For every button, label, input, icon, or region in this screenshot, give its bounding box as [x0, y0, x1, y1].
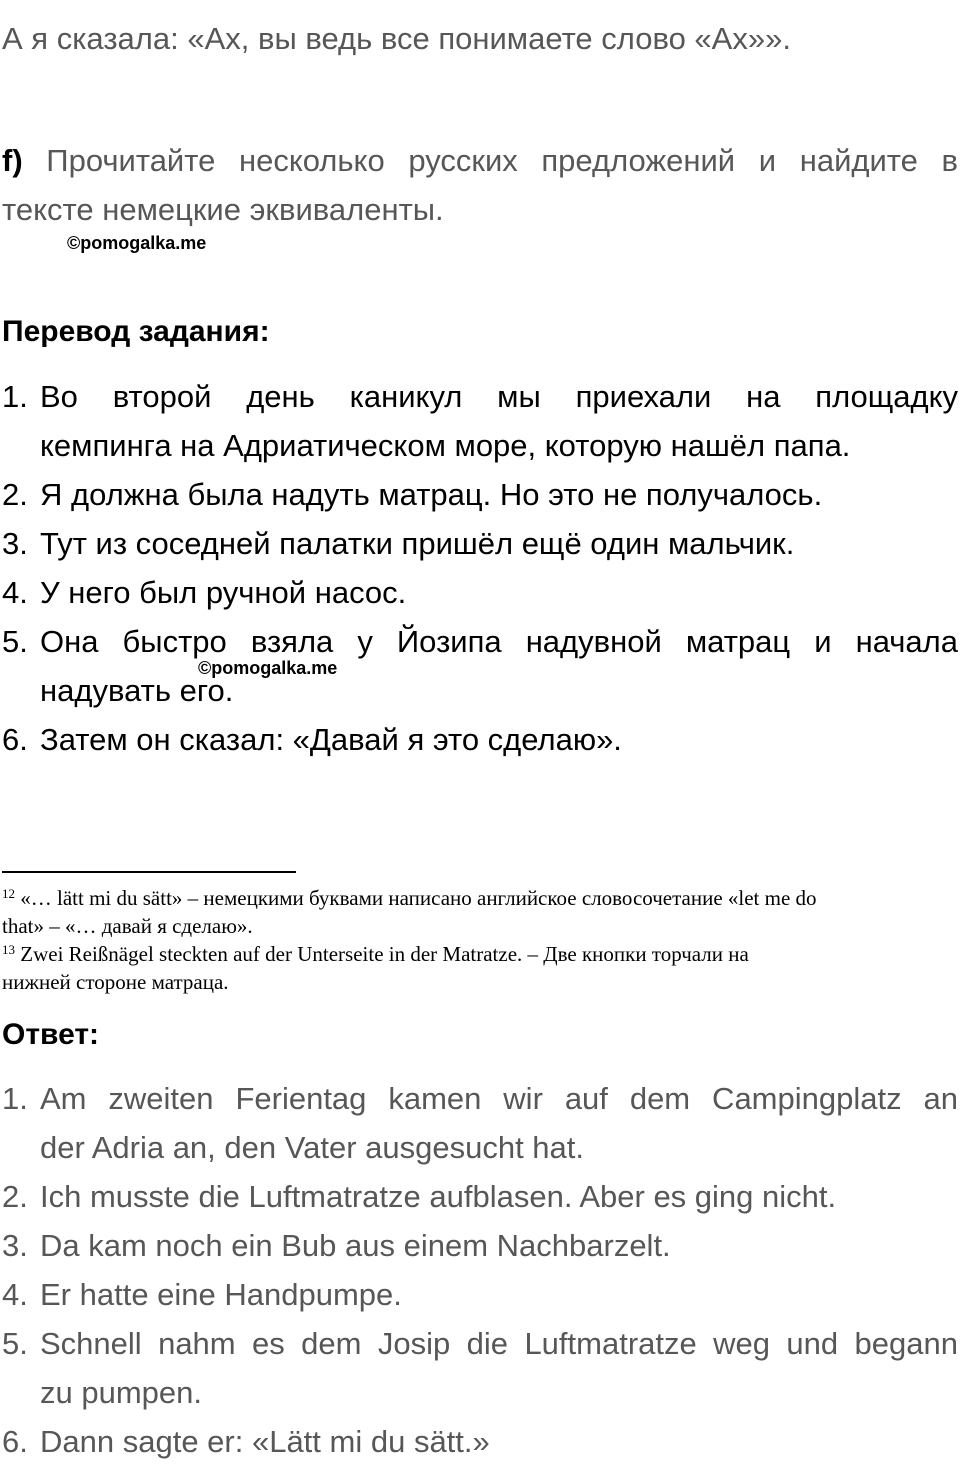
list-item-text: Во второй день каникул мы приехали на площадку	[40, 379, 958, 414]
list-item-text: Затем он сказал: «Давай я это сделаю».	[40, 722, 622, 757]
list-item-text-cont: zu pumpen.	[40, 1375, 202, 1410]
footnotes	[2, 884, 960, 996]
list-item-number: 4.	[2, 575, 28, 610]
task-text-line-1: Прочитайте несколько русских предложений и найдите в	[46, 143, 958, 178]
intro-line: А я сказала: «Ах, вы ведь все понимаете слово «Ах»».	[2, 21, 791, 56]
task-block	[2, 136, 958, 234]
footnote-divider	[2, 871, 296, 873]
list-item-number: 3.	[2, 526, 28, 561]
list-item-number: 6.	[2, 722, 28, 757]
list-item-number: 1.	[2, 379, 28, 414]
list-item-text-cont: надувать его.	[40, 673, 234, 708]
list-item-text-cont: der Adria an, den Vater ausgesucht hat.	[40, 1130, 585, 1165]
list-item	[2, 519, 958, 568]
list-item-text: Da kam noch ein Bub aus einem Nachbarzelt.	[40, 1228, 671, 1263]
list-item	[2, 1172, 958, 1221]
list-item	[2, 1221, 958, 1270]
list-item-text: Ich musste die Luftmatratze aufblasen. Aber es ging nicht.	[40, 1179, 837, 1214]
list-item-text: Er hatte eine Handpumpe.	[40, 1277, 402, 1312]
list-item-number: 3.	[2, 1228, 28, 1263]
list-item	[2, 1417, 958, 1466]
list-item-number: 2.	[2, 477, 28, 512]
list-item-number: 5.	[2, 1326, 28, 1361]
list-item-number: 6.	[2, 1424, 28, 1459]
list-item	[2, 568, 958, 617]
list-item	[2, 470, 958, 519]
list-item-number: 2.	[2, 1179, 28, 1214]
footnote-number: 12	[2, 886, 15, 901]
list-item-text: Dann sagte er: «Lätt mi du sätt.»	[40, 1424, 490, 1459]
list-item	[2, 1074, 958, 1172]
footnote-13	[2, 940, 960, 996]
task-text-line-2: тексте немецкие эквиваленты.	[2, 192, 444, 227]
list-item-text: У него был ручной насос.	[40, 575, 407, 610]
list-item-number: 4.	[2, 1277, 28, 1312]
list-item-text: Am zweiten Ferientag kamen wir auf dem Campingplatz an	[40, 1081, 958, 1116]
list-item	[2, 617, 958, 715]
list-item	[2, 372, 958, 470]
footnote-number: 13	[2, 942, 15, 957]
list-item	[2, 715, 958, 764]
translation-list	[2, 372, 958, 764]
list-item	[2, 1270, 958, 1319]
watermark-2: ©pomogalka.me	[198, 658, 338, 678]
list-item-text-cont: кемпинга на Адриатическом море, которую нашёл папа.	[40, 428, 851, 463]
list-item-number: 5.	[2, 624, 28, 659]
list-item	[2, 1319, 958, 1417]
footnote-text-cont: нижней стороне матраца.	[2, 970, 229, 994]
footnote-text-cont: that» – «… давай я сделаю».	[2, 914, 253, 938]
task-letter: f)	[2, 143, 23, 178]
footnote-text: «… lätt mi du sätt» – немецкими буквами написано английское словосочетание «let me do	[20, 886, 817, 910]
footnote-12	[2, 884, 960, 940]
list-item-text: Она быстро взяла у Йозипа надувной матрац и начала	[40, 624, 958, 659]
list-item-text: Тут из соседней палатки пришёл ещё один мальчик.	[40, 526, 795, 561]
translation-heading: Перевод задания:	[2, 315, 270, 348]
list-item-text: Schnell nahm es dem Josip die Luftmatratze weg und begann	[40, 1326, 958, 1361]
watermark: ©pomogalka.me	[67, 233, 207, 253]
footnote-text: Zwei Reißnägel steckten auf der Unterseite in der Matratze. – Две кнопки торчали на	[20, 942, 749, 966]
list-item-number: 1.	[2, 1081, 28, 1116]
list-item-text: Я должна была надуть матрац. Но это не получалось.	[40, 477, 823, 512]
answer-heading: Ответ:	[2, 1018, 100, 1051]
answer-list	[2, 1074, 958, 1466]
task-line-1	[2, 136, 958, 185]
